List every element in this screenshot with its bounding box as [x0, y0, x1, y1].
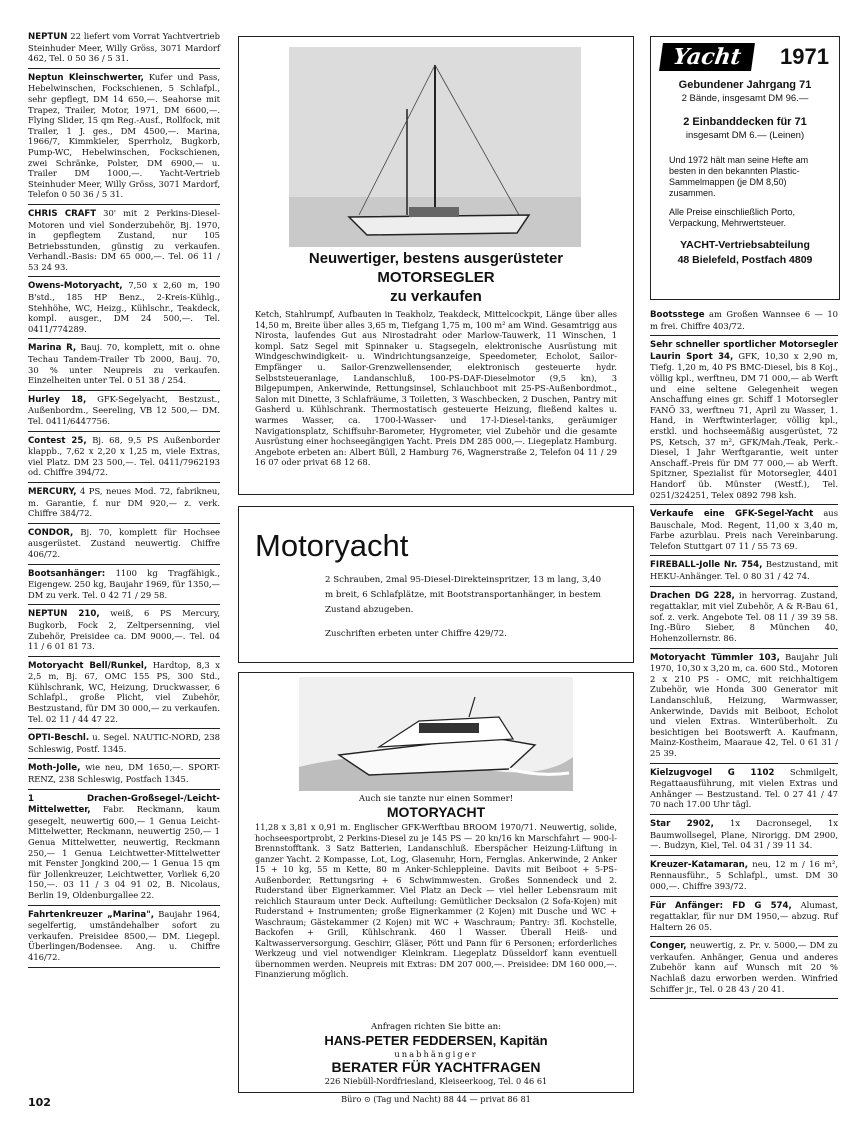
yacht-line-2: 2 Bände, insgesamt DM 96.—: [681, 93, 809, 104]
classified-ad-text: [28, 280, 220, 334]
classified-ad-body: 22 liefert vom Vorrat Yachtvertrieb Steinhuder Meer, Willy Gröss, 3071 Mardorf 462, Tel. 0 50 36 / 5 31.: [28, 31, 220, 64]
classified-ad-text: [28, 208, 220, 273]
motoryacht-photo: [299, 677, 573, 791]
classified-ad-body: weiß, 6 PS Mercury, Bugkorb, Fock 2, Zeltpersenning, viel Zubehör, Preisidee ca. DM 9000,—. Tel. 04 11 / 6 01 81 73.: [28, 608, 220, 652]
feddersen-title: BERATER FÜR YACHTFRAGEN: [331, 1059, 541, 1075]
motoryacht-headline: Motoryacht: [255, 528, 409, 563]
classified-ad-lead: Hurley 18,: [28, 394, 87, 405]
classified-ad-lead: FIREBALL-Jolle Nr. 754,: [650, 560, 763, 571]
classified-ad-lead: Marina R,: [28, 343, 77, 354]
classified-ad-body: Baujahr 1964, segelfertig, umständehalber sofort zu verkaufen. Preisidee 8500,— DM. Liegepl. Überlingen/Bodensee. Ang. u. Chiffre 416/72.: [28, 908, 220, 962]
classified-ad-lead: Neptun Kleinschwerter,: [28, 72, 144, 83]
classified-ad-lead: Kreuzer-Katamaran,: [650, 859, 749, 870]
feddersen-headline: MOTORYACHT: [386, 804, 486, 820]
motorsegler-body: Ketch, Stahlrumpf, Aufbauten in Teakholz, Teakdeck, Mittelcockpit, Länge über alles 14,50 m, Breite über alles 3,65 m, Tiefgang 1,75 m, 100 m² am Wind. Gesamtrigg aus Nirosta, laufendes Gut aus Nirostadraht oder Marlow-Tauwerk, 11 Winschen, 1 kompl. Satz Segel mit Spinnaker u. Stagsegeln, elektronische Ausrüstung mit Windgeschwindigkeit- u. Windrichtungsanzeige, Speedometer, Echolot, Sailor-Empfänger u. Sailor-Grenzwellensender, elektronisch gesteuerte hydr. Selbststeueranlage, Landanschluß, 100-PS-DAF-Dieselmotor (9,5 kn), 3 Bilgepumpen, Ankerwinde, Rettungsinsel, Schlauchboot mit 25-PS-Außenbordmot., Salon mit Dinette, 3 Schlafräume, 3 Toiletten, 3 Waschbecken, 2 Duschen, Pantry mit Gasherd u. Kühlschrank. Thermostatisch gesteuerte Heizung, fließend kaltes u. warmes Wasser, ca. 1700-l-Wasser- und 17-l-Diesel-tanks, geräumiger Navigationsplatz, Schiffsuhr-Barometer, Hygrometer, viel Zubehör und die gesamte Ausrüstung einer hochseegängigen Yacht. Preis DM 285 000,—. Liegeplatz Hamburg. Angebote erbeten an: Albert Büll, 2 Hamburg 76, Wagnerstraße 2, Telefon 04 11 / 29 16 07 oder privat 68 12 68.: [255, 309, 617, 468]
classified-ad-body: Bj. 70, komplett für Hochsee ausgerüstet. Zustand neuwertig. Chiffre 406/72.: [28, 526, 220, 559]
classified-ad: [28, 391, 220, 432]
classified-ad-body: aus Bauschale, Mod. Regent, 11,00 x 3,40 m, Farbe azurblau. Preis nach Vereinbarung. Telefon Stuttgart 07 11 / 55 73 69.: [650, 508, 838, 551]
classified-ad: [650, 937, 838, 999]
classified-ad-body: u. Segel. NAUTIC-NORD, 238 Schleswig, Postf. 1345.: [28, 732, 220, 754]
classified-ad-text: [28, 660, 220, 725]
classified-ad-lead: Für Anfänger: FD G 574,: [650, 900, 792, 911]
classified-ad-body: am Großen Wannsee 6 — 10 m frei. Chiffre 403/72.: [650, 309, 838, 331]
classified-ad-text: [650, 818, 838, 851]
classified-ad-text: [650, 309, 838, 331]
motoryacht-image: [299, 677, 573, 791]
classified-ad-text: [28, 342, 220, 385]
classified-ad: [650, 764, 838, 815]
classified-ad-body: 7,50 x 2,60 m, 190 B'std., 185 HP Benz., 2-Kreis-Kühlg., Stehhöhe, WC, Heizg., Kühlschr., Teakdeck, kompl. ausger., DM 24 500,—. Tel. 0411/774289.: [28, 280, 220, 334]
classified-ad: [28, 729, 220, 759]
classified-ad-lead: CONDOR,: [28, 527, 74, 538]
classified-ad: [650, 815, 838, 856]
classified-ad: [650, 336, 838, 505]
classified-ad-text: [28, 72, 220, 200]
classified-ad-text: [650, 559, 838, 581]
motorsegler-headline-3: zu verkaufen: [390, 288, 482, 305]
classified-ad-body: Baujahr Juli 1970, 10,30 x 3,20 m, ca. 600 Std., Motoren 2 x 210 PS - OMC, mit reichhaltigem Zubehör, wie Honda 300 Generator mit Landanschluß, Heizung, Warmwasser, Ankerwinde, Davids mit Beiboot, Echolot und vielen Extras. Winterüberholt. Zu besichtigen bei Bootswerft A. Kaufmann, Mainz-Kostheim, Maaraue 42, Tel. 0 61 31 / 25 39.: [650, 651, 838, 758]
feddersen-address: 226 Niebüll-Nordfriesland, Kleiseerkoog, Tel. 0 46 61: [324, 1076, 548, 1086]
classified-ad: [28, 605, 220, 656]
classified-ad-body: Alumast, regattaklar, für nur DM 1950,— abzug. Ruf Haltern 26 05.: [650, 899, 838, 932]
classified-ad: [28, 277, 220, 339]
classified-ad-text: [28, 762, 220, 784]
classified-ad-text: [650, 590, 838, 644]
classified-ad: [28, 790, 220, 906]
yacht-line-6: Alle Preise einschließlich Porto, Verpackung, Mehrwertsteuer.: [669, 207, 796, 228]
yacht-logo: Yacht: [659, 43, 755, 71]
classified-ad-text: [28, 486, 220, 519]
feddersen-caption: Auch sie tanzte nur einen Sommer!: [358, 794, 514, 804]
classified-ad: [650, 306, 838, 336]
classified-ad: [28, 906, 220, 968]
motoryacht-body: 2 Schrauben, 2mal 95-Diesel-Direkteinspritzer, 13 m lang, 3,40 m breit, 6 Schlafplätze, mit Bootstransportanhänger, in bestem Zustand abzugeben.: [325, 575, 602, 615]
classified-ad-text: [650, 940, 838, 994]
classified-ad-body: 1100 kg Tragfähigk., Eigengew. 250 kg, Baujahr 1969, für 1350,— DM zu verk. Tel. 0 42 71 / 29 58.: [28, 567, 220, 600]
classified-ad-lead: Bootsstege: [650, 310, 705, 320]
classified-ad-body: GFK, 10,30 x 2,90 m, Tiefg. 1,20 m, 40 PS BMC-Diesel, bis 8 Koj., völlig kpl., werftneu, DM 71 000,— ab Werft und eine seltene Gelegenheit wegen Anschaffung eines gr. Schiff 1 Motorsegler FANÖ 33, werftneu 71, April zu Wasser, 1. Hand, in Werftwinterlager, völlig kpl., erstkl. und hochseemäßig ausgerüstet, 72 PS, Ketsch, 37 m², GFK/Mah./Teak, Perk.-Diesel, 1 Jahr Werftgarantie, weit unter Anschaff.-Preis für DM 77 000,— ab Werft. Spitzner, Spezialist für Motorsegler, 4401 Handorf üb. Münster (Westf.), Tel. 0251/324251, Telex 0892 798 ksh.: [650, 350, 838, 500]
yacht-year: 1971: [780, 44, 829, 69]
classified-ad-lead: Motoryacht Bell/Runkel,: [28, 660, 148, 671]
page-number: 102: [28, 1096, 51, 1109]
classified-ad: [28, 339, 220, 390]
yacht-subscription-ad: [650, 36, 840, 300]
classified-ad-body: Fabr. Reckmann, kaum gesegelt, neuwertig 600,— 1 Genua Leicht-Mittelwetter, Reckmann, neuwertig 250,— 1 Genua Mittelwetter, neuwertig, Reckmann 250,— 1 Genua Leichtwetter-Mittelwetter mit Fenster Jongkind 200,— 1 Genua 15 qm für Jollenkreuzer, Leichtwetter, Vorliek 6,20 150,—. 03 11 / 3 04 91 02, B. Nicolaus, Berlin 19, Oldenburgallee 22.: [28, 804, 220, 900]
classified-ad: [28, 565, 220, 606]
classified-ad-lead: Verkaufe eine GFK-Segel-Yacht: [650, 509, 814, 520]
feddersen-office: Büro ⊙ (Tag und Nacht) 88 44 — privat 86 81: [341, 1094, 531, 1104]
classified-ad-lead: Bootsanhänger:: [28, 568, 106, 579]
classified-ad-lead: Motoryacht Tümmler 103,: [650, 652, 780, 663]
feddersen-contact-intro: Anfragen richten Sie bitte an:: [371, 1022, 501, 1032]
classified-ad-text: [28, 435, 220, 478]
classified-ad-text: [28, 568, 220, 601]
classified-ad-body: Kufer und Pass, Hebelwinschen, Fockschienen, 5 Schlafpl., sehr gepflegt, DM 14 650,—. Seahorse mit Trapez, Trailer, Motor, 1971, DM 6600,—. Flying Slider, 15 qm Reg.-Ausf., Rollfock, mit Trailer, 1 J. ges., DM 4500,—. Marina, 1966/7, Kimmkieler, Sperrholz, Bugkorb, Pump-WC, Hebelwinschen, Fockschienen, zwei Schränke, Polster, DM 6900,— u. Trailer DM 1000,—. Yacht-Vertrieb Steinhuder Meer, Willy Gröss, 3071 Mardorf, Telefon 0 50 36 / 5 31.: [28, 71, 221, 200]
classified-ad-lead: MERCURY,: [28, 486, 77, 497]
feddersen-ad: [238, 672, 634, 1093]
classified-ad-lead: Owens-Motoryacht,: [28, 281, 123, 292]
classified-ad: [28, 28, 220, 69]
motoryacht-small-ad: [238, 506, 634, 663]
classified-ad: [28, 657, 220, 730]
classified-ad-lead: Conger,: [650, 941, 687, 952]
yacht-line-3: 2 Einbanddecken für 71: [683, 116, 807, 128]
classified-ad-lead: 1 Drachen-Großsegel-/Leicht-Mittelwetter,: [28, 793, 220, 816]
classified-ad-body: neuwertig, z. Pr. v. 5000,— DM zu verkaufen. Anhänger, Genua und anderes Zubehör kann auf Wunsch mit 20 % Nachlaß dazu erworben werden. Winfried Schiffer jr., Tel. 0 28 43 / 20 41.: [650, 940, 838, 994]
classified-ad: [28, 432, 220, 483]
right-classifieds-column: [650, 306, 838, 999]
classified-ad-lead: NEPTUN 210,: [28, 609, 100, 620]
classified-ad: [650, 556, 838, 586]
classified-ad-text: [28, 394, 220, 427]
classified-ad-lead: CHRIS CRAFT: [28, 208, 97, 219]
classified-ad-body: in hervorrag. Zustand, regattaklar, mit viel Zubehör, A & R-Bau 61, sof. z. verk. Angebote Tel. 08 11 / 39 39 58. Ing.-Büro Sieber, 8 München 40, Hohenzollernstr. 86.: [650, 589, 838, 644]
classified-ad-body: 1x Dacronsegel, 1x Baumwollsegel, Plane, Nirorigg. DM 2900,—. Budzyn, Kiel, Tel. 04 31 / 39 11 34.: [650, 817, 838, 851]
classified-ad-text: [28, 793, 220, 901]
classified-ad-text: [650, 652, 838, 759]
yacht-line-4: insgesamt DM 6.— (Leinen): [685, 130, 805, 141]
classified-ad-lead: Kielzugvogel G 1102: [650, 767, 775, 778]
classified-ad: [650, 649, 838, 764]
classified-ad-text: [28, 732, 220, 754]
classified-ad-lead: NEPTUN: [28, 32, 68, 42]
classified-ad-lead: Moth-Jolle,: [28, 763, 81, 774]
sailboat-image: [289, 47, 581, 247]
classified-ad: [650, 505, 838, 556]
feddersen-name: HANS-PETER FEDDERSEN, Kapitän: [324, 1033, 548, 1048]
feddersen-tagline: unabhängiger: [394, 1049, 478, 1059]
classified-ad-body: Schmilgelt, Regattaausführung, mit vielen Extras und Anhänger — Bestzustand. Tel. 0 27 41 / 47 70 nach 17.00 Uhr tägl.: [650, 766, 838, 810]
classified-ad-body: Bj. 68, 9,5 PS Außenborder klappb., 7,62 x 2,20 x 1,25 m, viele Extras, viel Platz. DM 23 500,—. Tel. 0411/7962193 od. Chiffre 394/72.: [28, 434, 220, 478]
classified-ad-lead: Fahrtenkreuzer „Marina",: [28, 909, 154, 920]
classified-ad-text: [650, 339, 838, 500]
classified-ad-lead: OPTI-Beschl.: [28, 733, 90, 744]
yacht-line-5: Und 1972 hält man seine Hefte am besten in den bekannten Plastic-Sammelmappen (je DM 8,50) zusammen.: [669, 155, 809, 198]
classified-ad-body: 30' mit 2 Perkins-Diesel-Motoren und viel Sonderzubehör, Bj. 1970, in gepflegtem Zustand, nur 105 Betriebsstunden, günstig zu verkaufen. Verhandl.-Basis: DM 65 000,—. Tel. 06 11 / 53 24 93.: [28, 207, 220, 272]
left-classifieds-column: [28, 28, 220, 968]
yacht-line-1: Gebundener Jahrgang 71: [678, 79, 812, 91]
motorsegler-headline-2: MOTORSEGLER: [377, 269, 495, 286]
classified-ad-text: [28, 608, 220, 651]
classified-ad: [28, 69, 220, 205]
classified-ad-lead: Sehr schneller sportlicher Motorsegler Laurin Sport 34,: [650, 340, 838, 362]
classified-ad: [650, 897, 838, 938]
classified-ad-text: [28, 31, 220, 64]
motorsegler-ad: [238, 36, 634, 495]
classified-ad-text: [28, 527, 220, 560]
motoryacht-footer: Zuschriften erbeten unter Chiffre 429/72.: [325, 629, 507, 639]
classified-ad-body: GFK-Segelyacht, Bestzust., Außenbordm., Seereling, VB 12 500,— DM. Tel. 0411/6447756.: [28, 393, 221, 426]
classified-ad-body: Bauj. 70, komplett, mit o. ohne Techau Tandem-Trailer Tb 2000, Bauj. 70, 30 % unter Neupreis zu verkaufen. Einzelheiten unter Tel. 0 51 38 / 254.: [28, 342, 220, 386]
classified-ad-text: [650, 767, 838, 810]
classified-ad-body: 4 PS, neues Mod. 72, fabrikneu, m. Garantie, f. nur DM 920,— z. verk. Chiffre 384/72.: [28, 485, 220, 519]
motorsegler-headline-1: Neuwertiger, bestens ausgerüsteter: [308, 250, 564, 267]
classified-ad-body: wie neu, DM 1650,—. SPORT-RENZ, 238 Schleswig, Postfach 1345.: [28, 762, 220, 785]
yacht-line-7: YACHT-Vertriebsabteilung: [680, 239, 810, 251]
classified-ad: [28, 483, 220, 524]
classified-ad-text: [650, 508, 838, 551]
sailboat-photo: [289, 47, 581, 247]
classified-ad: [28, 524, 220, 565]
classified-ad: [28, 205, 220, 278]
classified-ad-text: [28, 909, 220, 963]
yacht-header: [651, 37, 839, 73]
classified-ad: [650, 587, 838, 649]
classified-ad-lead: Contest 25,: [28, 435, 87, 446]
classified-ad-body: Hardtop, 8,3 x 2,5 m, Bj. 67, OMC 155 PS, 300 Std., Kühlschrank, WC, Heizung, Druckwasser, 6 Schlafpl., große Plicht, viel Zubehör, Bestzustand, für DM 30 000,— zu verkaufen. Tel. 02 11 / 44 47 22.: [28, 659, 220, 724]
classified-ad-lead: Drachen DG 228,: [650, 590, 735, 601]
classified-ad-body: Bestzustand, mit HEKU-Anhänger. Tel. 0 80 31 / 42 74.: [650, 559, 838, 582]
classified-ad: [28, 759, 220, 789]
feddersen-body: 11,28 x 3,81 x 0,91 m. Englischer GFK-Werftbau BROOM 1970/71. Neuwertig, solide, hochseesportprobt, 2 Perkins-Diesel zu je 145 PS — 20 kn/16 kn Marschfahrt — 900-l-Brennstofftank. 3 Satz Batterien, Landanschluß. Eberspächer Heizung-Lüftung in ganzer Yacht. 2 Kompasse, Lot, Log, Glasenuhr, Horn, Fernglas. Ankerwinde, 2 Anker 15 + 10 kg, 55 m Kette, 80 m Anker-Schleppleine. Davits mit Beiboot + 5-PS-Außenborder, Rettungsring + 6 Schwimmwesten. Großes Sonnendeck und 2. Ruderstand über Eignerkammer. Viel Platz an Deck — viel heller Lebensraum mit reichlich Stauraum unter Deck. Aufteilung: Gemütlicher Decksalon (2 Sofa-Kojen) mit Ruderstand + Instrumenten; große Eignerkammer (2 Kojen) mit Dusche und WC + Waschraum; Gästekammer (2 Kojen) mit WC + Waschraum; Pantry: 3fl. Kochstelle, Backofen + Grill, Kühlschrank. 460 l Wasser. Überall Heiß- und Kaltwasserversorgung. Geschirr, Gläser, Pött und Pann für 6 Personen; erforderliches Werkzeug und viel notwendiger Kleinkram. Liegeplatz Düsseldorf kann eventuell übernommen werden. Neupreis mit Extras: DM 207 000,—. Preisidee: DM 160 000,—. Finanzierung möglich.: [255, 822, 617, 979]
classified-ad-text: [650, 859, 838, 892]
classified-ad-body: neu, 12 m / 16 m², Rennausführ., 5 Schlafpl., umst. DM 30 000,—. Chiffre 393/72.: [650, 858, 838, 891]
classified-ad-text: [650, 900, 838, 933]
yacht-line-8: 48 Bielefeld, Postfach 4809: [677, 254, 813, 266]
classified-ad-lead: Star 2902,: [650, 818, 714, 829]
classified-ad: [650, 856, 838, 897]
